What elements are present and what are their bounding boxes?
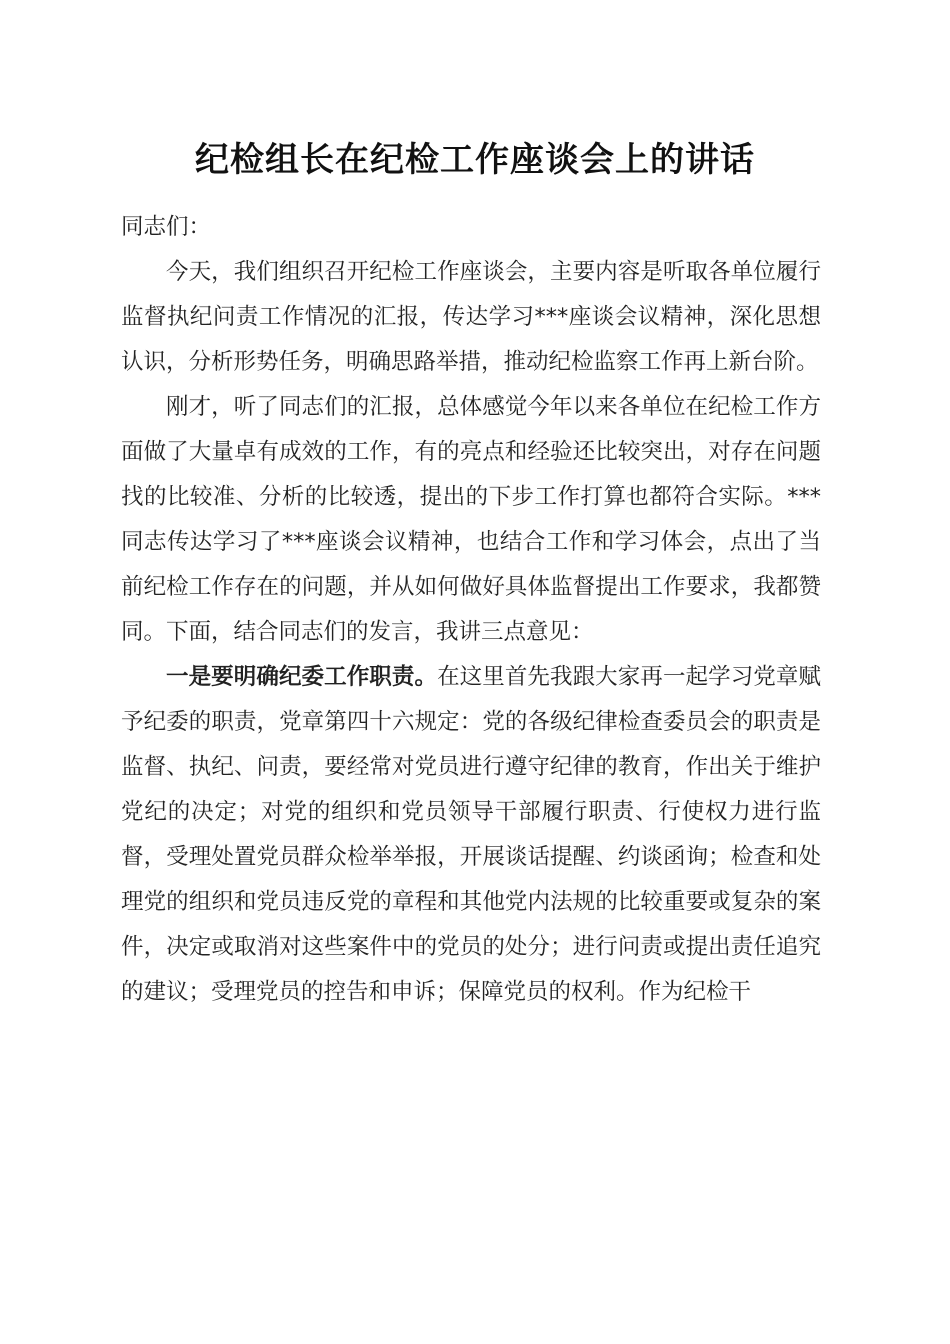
paragraph-1: [121, 250, 821, 385]
paragraph-2: [121, 385, 821, 655]
paragraph-2-text: 刚才，听了同志们的汇报，总体感觉今年以来各单位在纪检工作方面做了大量卓有成效的工作，有的亮点和经验还比较突出，对存在问题找的比较准、分析的比较透，提出的下步工作打算也都符合实际。***同志传达学习了***座谈会议精神，也结合工作和学习体会，点出了当前纪检工作存在的问题，并从如何做好具体监督提出工作要求，我都赞同。下面，结合同志们的发言，我讲三点意见：: [121, 394, 821, 645]
paragraph-3: [121, 655, 821, 1015]
paragraph-3-lead: 一是要明确纪委工作职责。: [166, 664, 438, 690]
paragraph-3-text: 在这里首先我跟大家再一起学习党章赋予纪委的职责，党章第四十六规定：党的各级纪律检查委员会的职责是监督、执纪、问责，要经常对党员进行遵守纪律的教育，作出关于维护党纪的决定；对党的组织和党员领导干部履行职责、行使权力进行监督，受理处置党员群众检举举报，开展谈话提醒、约谈函询；检查和处理党的组织和党员违反党的章程和其他党内法规的比较重要或复杂的案件，决定或取消对这些案件中的党员的处分；进行问责或提出责任追究的建议；受理党员的控告和申诉；保障党员的权利。作为纪检干: [121, 664, 821, 1005]
salutation: 同志们：: [121, 214, 212, 240]
document-body: [121, 205, 821, 1015]
document-title: 纪检组长在纪检工作座谈会上的讲话: [195, 140, 755, 180]
paragraph-1-text: 今天，我们组织召开纪检工作座谈会，主要内容是听取各单位履行监督执纪问责工作情况的汇报，传达学习***座谈会议精神，深化思想认识，分析形势任务，明确思路举措，推动纪检监察工作再上新台阶。: [121, 259, 821, 375]
